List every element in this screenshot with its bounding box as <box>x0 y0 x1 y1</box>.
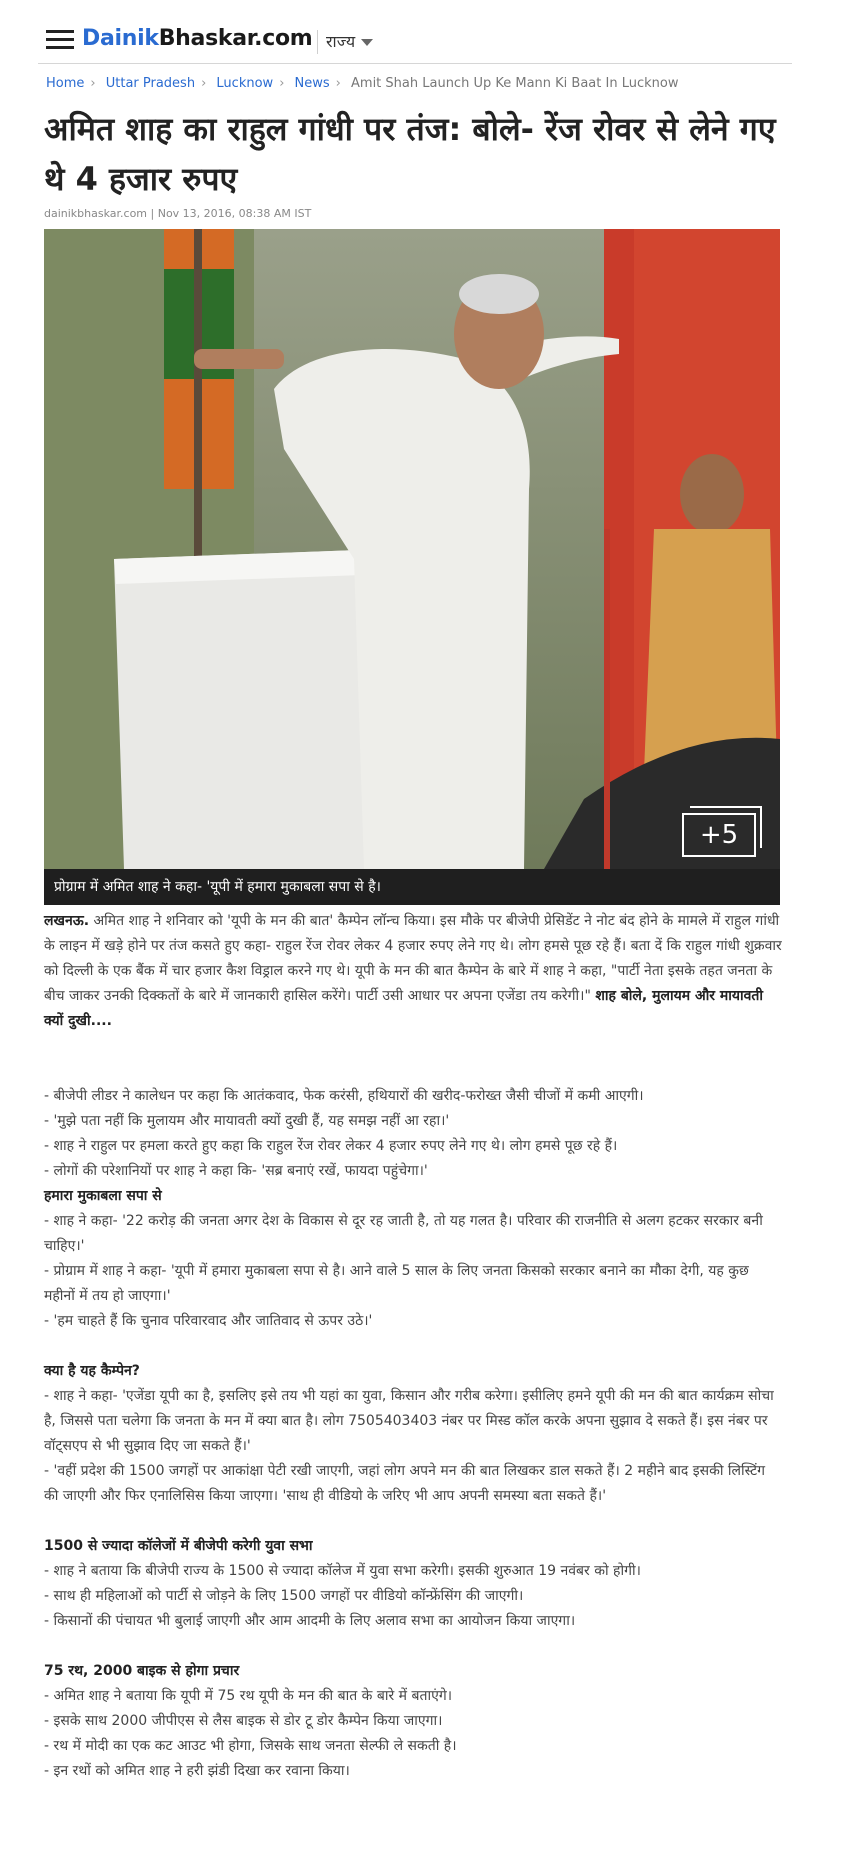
image-caption: प्रोग्राम में अमित शाह ने कहा- 'यूपी में हमारा मुकाबला सपा से है। <box>44 869 780 905</box>
site-logo[interactable]: DainikBhaskar.com <box>82 26 313 51</box>
list4-item: - शाह ने बताया कि बीजेपी राज्य के 1500 से ज्यादा कॉलेज में युवा सभा करेगी। इसकी शुरुआत 19 नवंबर को होगी। <box>44 1563 641 1579</box>
subheading-campaign: क्या है यह कैम्पेन? <box>44 1363 140 1379</box>
header-divider <box>317 30 318 54</box>
breadcrumb-separator: › <box>201 76 207 91</box>
subheading-colleges: 1500 से ज्यादा कॉलेजों में बीजेपी करेगी युवा सभा <box>44 1538 313 1554</box>
list2-item: - प्रोग्राम में शाह ने कहा- 'यूपी में हमारा मुकाबला सपा से है। आने वाले 5 साल के लिए जनता किसको सरकार बनाने का मौका देगी, यह कुछ महीनों में तय हो जाएगा।' <box>44 1263 749 1304</box>
breadcrumb <box>46 76 678 91</box>
state-dropdown-label: राज्य <box>326 32 356 51</box>
article-meta: dainikbhaskar.com | Nov 13, 2016, 08:38 AM IST <box>44 207 312 220</box>
list1-item: - 'मुझे पता नहीं कि मुलायम और मायावती क्यों दुखी हैं, यह समझ नहीं आ रहा।' <box>44 1113 450 1129</box>
intro-bold: शाह बोले, मुलायम और मायावती क्यों दुखी.... <box>44 988 764 1029</box>
list5-item: - इसके साथ 2000 जीपीएस से लैस बाइक से डोर टू डोर कैम्पेन किया जाएगा। <box>44 1713 443 1729</box>
list3-item: - 'वहीं प्रदेश की 1500 जगहों पर आकांक्षा पेटी रखी जाएगी, जहां लोग अपने मन की बात लिखकर डाल सकते हैं। 2 महीने बाद इसकी लिस्टिंग की जाएगी और फिर एनालिसिस किया जाएगा। 'साथ ही वीडियो के जरिए भी आप अपनी समस्या बता सकते हैं।' <box>44 1463 766 1504</box>
article-title: अमित शाह का राहुल गांधी पर तंज: बोले- रेंज रोवर से लेने गए थे 4 हजार रुपए <box>44 110 776 198</box>
intro-text: अमित शाह ने शनिवार को 'यूपी के मन की बात' कैम्पेन लॉन्च किया। इस मौके पर बीजेपी प्रेसिडेंट ने नोट बंद होने के मामले में राहुल गांधी के लाइन में खड़े होने पर तंज कसते हुए कहा- राहुल रेंज रोवर लेकर 4 हजार रुपए लेने गए थे। लोग हमसे पूछ रहे हैं। बता दें कि राहुल गांधी शुक्रवार को दिल्ली के एक बैंक में चार हजार कैश विड्राल करने गए थे। यूपी के मन की बात कैम्पेन के बारे में शाह ने कहा, "पार्टी नेता इसके तहत जनता के बीच जाकर उनकी दिक्कतों के बारे में जानकारी हासिल करेंगे। पार्टी उसी आधार पर अपना एजेंडा तय करेगी।" <box>44 913 782 1004</box>
intro-paragraph <box>44 909 782 1034</box>
list5-item: - रथ में मोदी का एक कट आउट भी होगा, जिसके साथ जनता सेल्फी ले सकती है। <box>44 1738 457 1754</box>
speaker-photo <box>44 229 780 869</box>
list2-item: - शाह ने कहा- '22 करोड़ की जनता अगर देश के विकास से दूर रह जाती है, तो यह गलत है। परिवार की राजनीति से अलग हटकर सरकार बनी चाहिए।' <box>44 1213 763 1254</box>
chevron-down-icon <box>361 39 373 46</box>
list2-item: - 'हम चाहते हैं कि चुनाव परिवारवाद और जातिवाद से ऊपर उठे।' <box>44 1313 373 1329</box>
list4-item: - साथ ही महिलाओं को पार्टी से जोड़ने के लिए 1500 जगहों पर वीडियो कॉन्फ्रेंसिंग की जाएगी। <box>44 1588 524 1604</box>
list5-item: - इन रथों को अमित शाह ने हरी झंडी दिखा कर रवाना किया। <box>44 1763 350 1779</box>
gallery-count-button[interactable] <box>682 813 756 857</box>
subheading-sapa: हमारा मुकाबला सपा से <box>44 1188 162 1204</box>
list3-item: - शाह ने कहा- 'एजेंडा यूपी का है, इसलिए इसे तय भी यहां का युवा, किसान और गरीब करेगा। इसीलिए हमने यूपी की मन की बात कार्यक्रम सोचा है, जिससे पता चलेगा कि जनता के मन में क्या बात है। लोग 7505403403 नंबर पर मिस्ड कॉल करके अपना सुझाव दे सकते हैं। इस नंबर पर वॉट्सएप से भी सुझाव दिए जा सकते हैं।' <box>44 1388 774 1454</box>
list4-item: - किसानों की पंचायत भी बुलाई जाएगी और आम आदमी के लिए अलाव सभा का आयोजन किया जाएगा। <box>44 1613 576 1629</box>
breadcrumb-separator: › <box>279 76 285 91</box>
list5-item: - अमित शाह ने बताया कि यूपी में 75 रथ यूपी के मन की बात के बारे में बताएंगे। <box>44 1688 453 1704</box>
state-dropdown[interactable] <box>326 30 373 52</box>
hamburger-menu-icon[interactable] <box>46 30 74 50</box>
list1-item: - शाह ने राहुल पर हमला करते हुए कहा कि राहुल रेंज रोवर लेकर 4 हजार रुपए लेने गए थे। लोग हमसे पूछ रहे हैं। <box>44 1138 618 1154</box>
breadcrumb-home[interactable]: Home <box>46 76 85 91</box>
breadcrumb-separator: › <box>335 76 341 91</box>
list1-item: - लोगों की परेशानियों पर शाह ने कहा कि- 'सब्र बनाएं रखें, फायदा पहुंचेगा।' <box>44 1163 428 1179</box>
list1-item: - बीजेपी लीडर ने कालेधन पर कहा कि आतंकवाद, फेक करंसी, हथियारों की खरीद-फरोख्त जैसी चीजों में कमी आएगी। <box>44 1088 644 1104</box>
dateline: लखनऊ. <box>44 913 90 929</box>
subheading-raths: 75 रथ, 2000 बाइक से होगा प्रचार <box>44 1663 240 1679</box>
gallery-count: +5 <box>699 820 739 850</box>
breadcrumb-lucknow[interactable]: Lucknow <box>216 76 274 91</box>
article-body <box>44 909 782 1784</box>
breadcrumb-news[interactable]: News <box>294 76 330 91</box>
breadcrumb-separator: › <box>90 76 96 91</box>
breadcrumb-current: Amit Shah Launch Up Ke Mann Ki Baat In Lucknow <box>351 76 679 91</box>
breadcrumb-uttar-pradesh[interactable]: Uttar Pradesh <box>105 76 196 91</box>
site-header <box>38 16 792 64</box>
article-image[interactable] <box>44 229 780 869</box>
